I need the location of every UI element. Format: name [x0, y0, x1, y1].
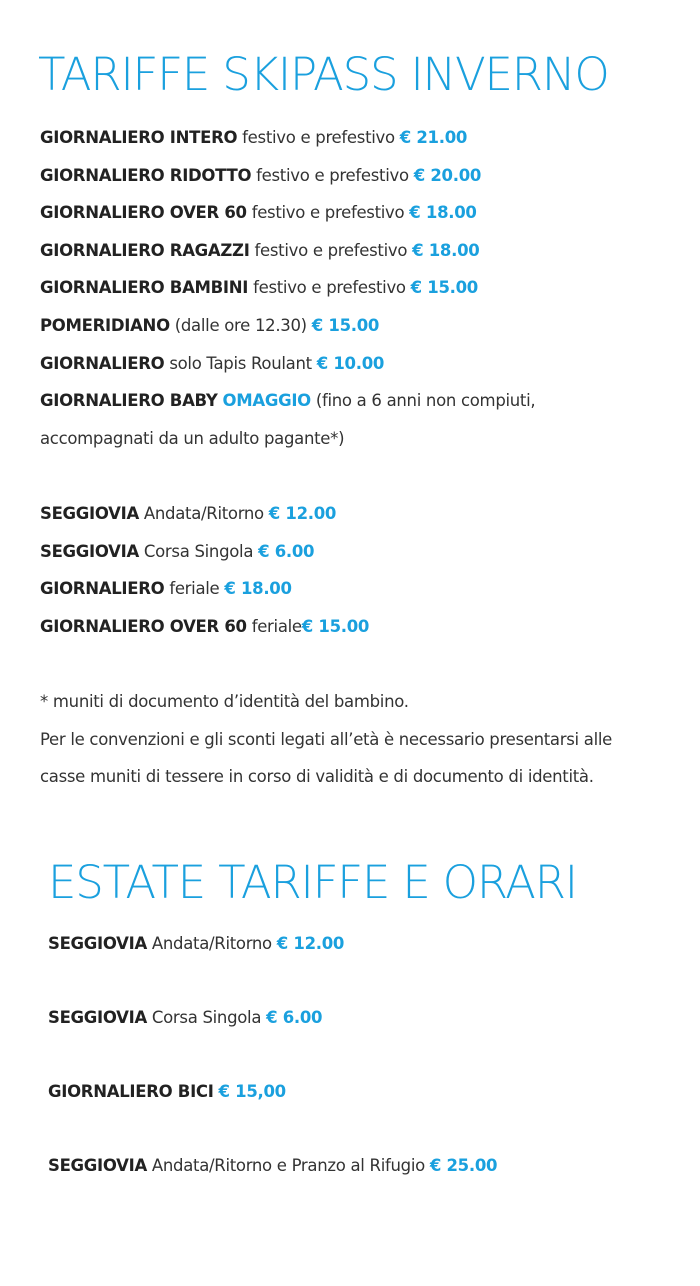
spacer — [40, 457, 612, 495]
rate-name: GIORNALIERO INTERO — [40, 128, 238, 147]
rate-line — [40, 157, 612, 195]
rate-price: € 18.00 — [224, 579, 292, 599]
rate-desc: Andata/Ritorno — [143, 503, 264, 523]
rate-line — [40, 307, 612, 345]
rate-price: € 15,00 — [218, 1082, 286, 1101]
rate-desc: Andata/Ritorno — [151, 934, 272, 953]
rate-desc: feriale — [169, 579, 220, 599]
rate-line — [40, 232, 612, 270]
rate-name: POMERIDIANO — [40, 315, 170, 335]
rate-price: € 6.00 — [258, 541, 315, 561]
rate-name: GIORNALIERO RIDOTTO — [40, 165, 252, 185]
rate-name: SEGGIOVIA — [48, 1156, 147, 1175]
winter-title: TARIFFE SKIPASS INVERNO — [38, 48, 609, 101]
rate-line — [40, 495, 612, 533]
rate-name: SEGGIOVIA — [48, 934, 147, 953]
rate-name: SEGGIOVIA — [48, 1008, 147, 1027]
rate-price: € 10.00 — [316, 353, 385, 373]
rate-price: € 15.00 — [301, 616, 370, 636]
rate-name: GIORNALIERO RAGAZZI — [40, 240, 250, 260]
rate-price: € 15.00 — [410, 278, 478, 298]
rate-line — [48, 1146, 497, 1220]
rate-price: € 6.00 — [266, 1008, 323, 1027]
note-line: casse muniti di tessere in corso di validità e di documento di identità. — [40, 767, 594, 787]
rate-line-baby-cont — [40, 420, 612, 458]
rate-price: € 20.00 — [413, 165, 482, 185]
rate-line — [48, 998, 497, 1072]
rate-desc: accompagnati da un adulto pagante*) — [40, 428, 345, 448]
rate-line — [48, 924, 497, 998]
rate-name: SEGGIOVIA — [40, 541, 139, 561]
rate-desc: feriale — [251, 616, 302, 636]
summer-rates — [48, 924, 497, 1220]
rate-name: GIORNALIERO — [40, 579, 165, 599]
rate-line — [40, 570, 612, 608]
rate-name: GIORNALIERO BABY — [40, 391, 218, 411]
note-line: Per le convenzioni e gli sconti legati all’età è necessario presentarsi alle — [40, 729, 612, 749]
rate-line — [48, 1072, 497, 1146]
rate-price: € 25.00 — [429, 1156, 498, 1175]
note-line: * muniti di documento d’identità del bambino. — [40, 691, 409, 711]
rate-desc: festivo e prefestivo — [242, 128, 395, 147]
rate-desc: (dalle ore 12.30) — [174, 315, 307, 335]
rate-price: € 12.00 — [276, 934, 345, 953]
summer-title: ESTATE TARIFFE E ORARI — [48, 856, 577, 909]
rate-desc: Corsa Singola — [143, 541, 254, 561]
rate-desc: festivo e prefestivo — [253, 278, 406, 298]
spacer — [40, 645, 612, 683]
rate-name: GIORNALIERO OVER 60 — [40, 203, 247, 223]
rate-line — [40, 119, 612, 157]
rate-desc: festivo e prefestivo — [254, 240, 408, 260]
rate-name: GIORNALIERO — [40, 353, 165, 373]
rate-name: GIORNALIERO OVER 60 — [40, 616, 247, 636]
rate-name: GIORNALIERO BAMBINI — [40, 278, 249, 298]
rate-line — [40, 533, 612, 571]
winter-rates — [40, 119, 612, 796]
rate-desc: Corsa Singola — [151, 1008, 262, 1027]
rate-price: € 18.00 — [409, 203, 477, 223]
rate-desc: solo Tapis Roulant — [169, 353, 312, 373]
rate-name: GIORNALIERO BICI — [48, 1082, 214, 1101]
rate-desc: festivo e prefestivo — [256, 165, 409, 185]
rate-name: SEGGIOVIA — [40, 503, 139, 523]
rate-price: € 12.00 — [268, 503, 337, 523]
rate-highlight: OMAGGIO — [222, 391, 311, 411]
rate-line — [40, 194, 612, 232]
rate-price: € 21.00 — [399, 128, 468, 147]
rate-price: € 15.00 — [311, 315, 380, 335]
rate-desc: (fino a 6 anni non compiuti, — [315, 391, 536, 411]
rate-line — [40, 345, 612, 383]
rate-line — [40, 269, 612, 307]
rate-price: € 18.00 — [412, 240, 480, 260]
rate-line — [40, 608, 612, 646]
rate-desc: festivo e prefestivo — [251, 203, 405, 223]
rate-desc: Andata/Ritorno e Pranzo al Rifugio — [151, 1156, 425, 1175]
rate-line-baby — [40, 382, 612, 420]
